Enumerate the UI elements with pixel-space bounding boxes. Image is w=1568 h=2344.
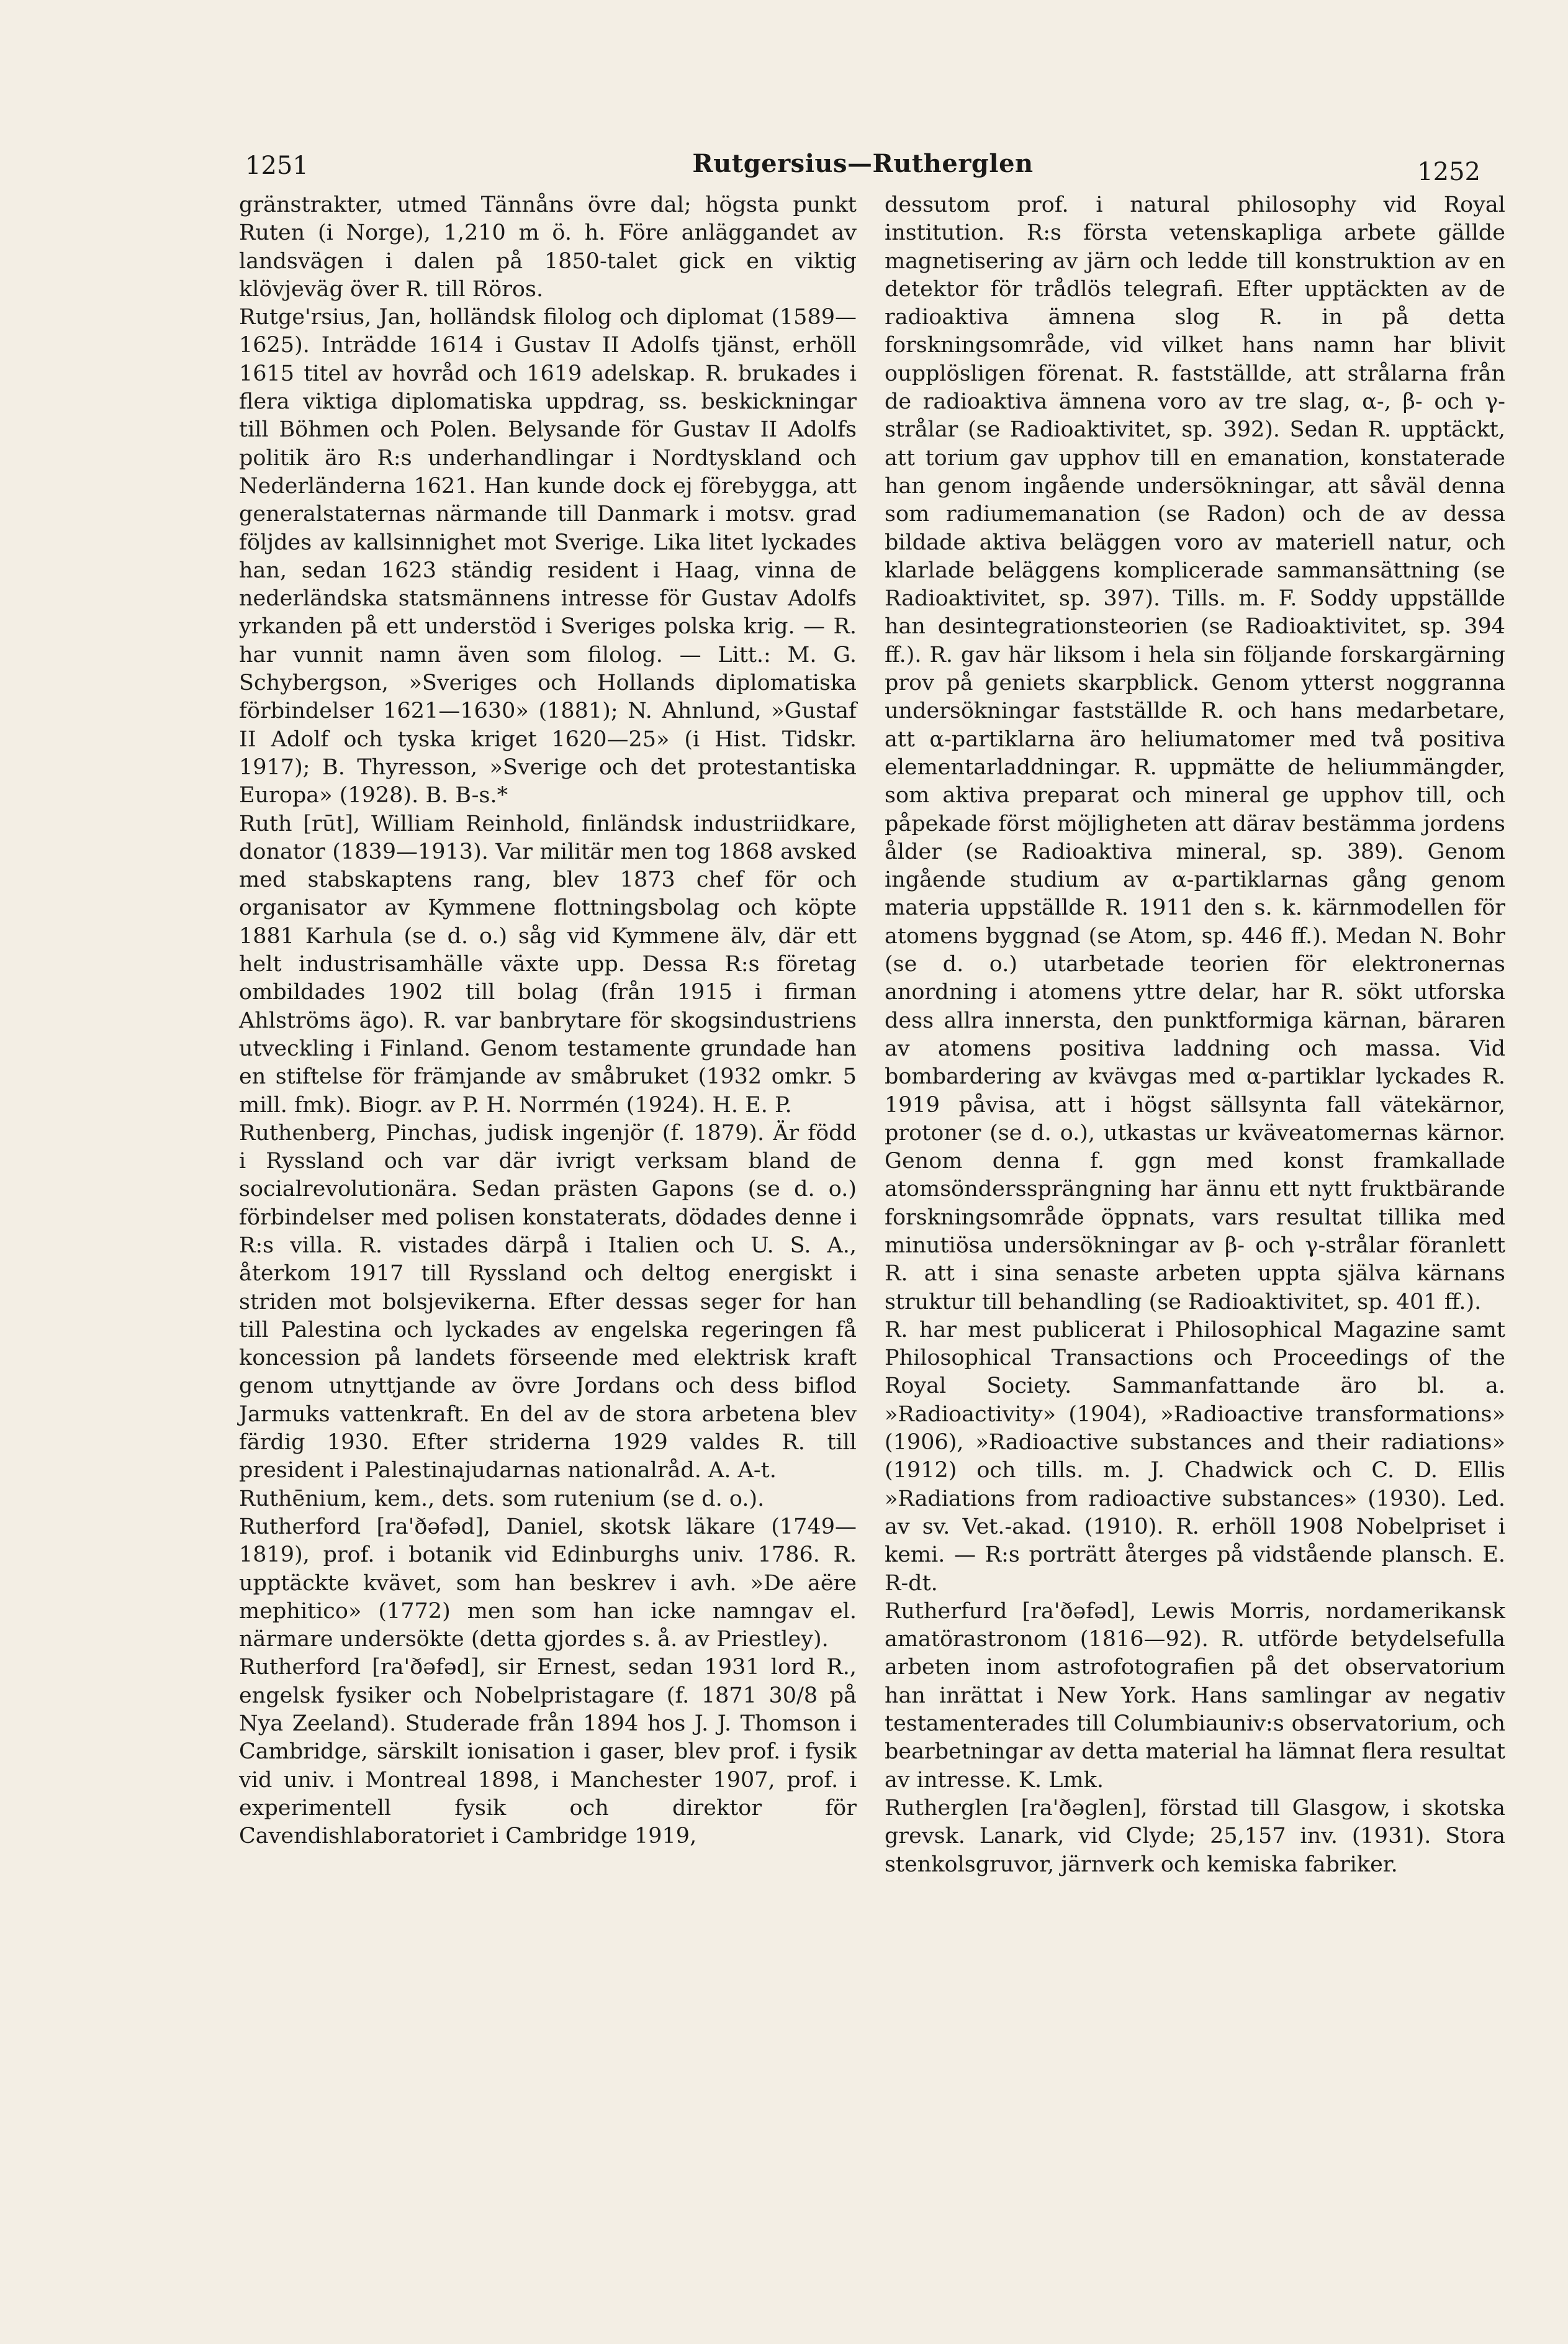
left-page-number: 1251 (245, 152, 309, 180)
entry-ruthenberg: Ruthenberg, Pinchas, judisk ingenjör (f. 1879). Är född i Ryssland och var där ivrigt verksam bland de socialrevolutionära. Sedan prästen Gapons (se d. o.) förbindelser med polisen konstaterats, dödades denne i R:s villa. R. vistades därpå i Italien och U. S. A., återkom 1917 till Ryssland och deltog energiskt i striden mot bolsjevikerna. Efter dessas seger for han till Palestina och lyckades av engelska regeringen få koncession på landets förseende med elektrisk kraft genom utnyttjande av övre Jordans och dess biflod Jarmuks vattenkraft. En del av de stora arbetena blev färdig 1930. Efter striderna 1929 valdes R. till president i Palestinajudarnas nationalråd. A. A-t. (239, 1120, 857, 1483)
entry-granstrakter: gränstrakter, utmed Tännåns övre dal; högsta punkt Ruten (i Norge), 1,210 m ö. h. Före anläggandet av landsvägen i dalen på 1850-talet gick en viktig klövjeväg över R. till Röros. (239, 192, 857, 302)
entry-rutgersius: Rutge'rsius, Jan, holländsk filolog och diplomat (1589—1625). Inträdde 1614 i Gustav II Adolfs tjänst, erhöll 1615 titel av hovråd och 1619 adelskap. R. brukades i flera viktiga diplomatiska uppdrag, ss. beskickningar till Böhmen och Polen. Belysande för Gustav II Adolfs politik äro R:s underhandlingar i Nordtyskland och Nederländerna 1621. Han kunde dock ej förebygga, att generalstaternas närmande till Danmark i motsv. grad följdes av kallsinnighet mot Sverige. Lika litet lyckades han, sedan 1623 ständig resident i Haag, vinna de nederländska statsmännens intresse för Gustav Adolfs yrkanden på ett understöd i Sveriges polska krig. — R. har vunnit namn även som filolog. — Litt.: M. G. Schybergson, »Sveriges och Hollands diplomatiska förbindelser 1621—1630» (1881); N. Ahnlund, »Gustaf II Adolf och tyska kriget 1620—25» (i Hist. Tidskr. 1917); B. Thyresson, »Sverige och det protestantiska Europa» (1928). B. B-s.* (239, 305, 857, 808)
page-header (245, 149, 1480, 186)
page-title: Rutgersius—Rutherglen (692, 149, 1034, 178)
entry-rutherfurd: Rutherfurd [ra'ðəfəd], Lewis Morris, nordamerikansk amatörastronom (1816—92). R. utförde betydelsefulla arbeten inom astrofotografien på det observatorium han inrättat i New York. Hans samlingar av negativ testamenterades till Columbiauniv:s observatorium, och bearbetningar av detta material ha lämnat flera resultat av intresse. K. Lmk. (885, 1598, 1505, 1793)
entry-rutherglen: Rutherglen [ra'ðəglen], förstad till Glasgow, i skotska grevsk. Lanark, vid Clyde; 25,157 inv. (1931). Stora stenkolsgruvor, järnverk och kemiska fabriker. (885, 1795, 1505, 1877)
entry-rutherford-publications: R. har mest publicerat i Philosophical Magazine samt Philosophical Transactions och Proceedings of the Royal Society. Sammanfattande äro bl. a. »Radioactivity» (1904), »Radioactive transformations» (1906), »Radioactive substances and their radiations» (1912) och tills. m. J. Chadwick och C. D. Ellis »Radiations from radioactive substances» (1930). Led. av sv. Vet.-akad. (1910). R. erhöll 1908 Nobelpriset i kemi. — R:s porträtt återges på vidstående plansch. E. R-dt. (885, 1317, 1505, 1596)
entry-ruthenium: Ruthēnium, kem., dets. som rutenium (se d. o.). (239, 1486, 765, 1511)
entry-rutherford-ernest: Rutherford [ra'ðəfəd], sir Ernest, sedan 1931 lord R., engelsk fysiker och Nobelpristagare (f. 1871 30/8 på Nya Zeeland). Studerade från 1894 hos J. J. Thomson i Cambridge, särskilt ionisation i gaser, blev prof. i fysik vid univ. i Montreal 1898, i Manchester 1907, prof. i experimentell fysik och direktor för Cavendishlaboratoriet i Cambridge 1919, (239, 1655, 857, 1849)
right-column (885, 191, 1505, 1879)
right-page-number: 1252 (1417, 158, 1480, 186)
left-column (239, 191, 857, 1851)
entry-rutherford-ernest-cont: dessutom prof. i natural philosophy vid Royal institution. R:s första vetenskapliga arbete gällde magnetisering av järn och ledde till konstruktion av en detektor för trådlös telegrafi. Efter upptäckten av de radioaktiva ämnena slog R. in på detta forskningsområde, vid vilket hans namn har blivit oupplösligen förenat. R. fastställde, att strålarna från de radioaktiva ämnena voro av tre slag, α-, β- och γ-strålar (se Radioaktivitet, sp. 392). Sedan R. upptäckt, att torium gav upphov till en emanation, konstaterade han genom ingående undersökningar, att såväl denna som radiumemanation (se Radon) och de av dessa bildade aktiva beläggen voro av materiell natur, och klarlade beläggens komplicerade sammansättning (se Radioaktivitet, sp. 397). Tills. m. F. Soddy uppställde han desintegrationsteorien (se Radioaktivitet, sp. 394 ff.). R. gav här liksom i hela sin följande forskargärning prov på geniets skarpblick. Genom ytterst noggranna undersökningar fastställde R. och hans medarbetare, att α-partiklarna äro heliumatomer med två positiva elementarladdningar. R. uppmätte de heliummängder, som aktiva preparat och mineral ge upphov till, och påpekade först möjligheten att därav bestämma jordens ålder (se Radioaktiva mineral, sp. 389). Genom ingående studium av α-partiklarnas gång genom materia uppställde R. 1911 den s. k. kärnmodellen för atomens byggnad (se Atom, sp. 446 ff.). Medan N. Bohr (se d. o.) utarbetade teorien för elektronernas anordning i atomens yttre delar, har R. sökt utforska dess allra innersta, den punktformiga kärnan, bäraren av atomens positiva laddning och massa. Vid bombardering av kvävgas med α-partiklar lyckades R. 1919 påvisa, att i högst sällsynta fall vätekärnor, protoner (se d. o.), utkastas ur kväveatomernas kärnor. Genom denna f. ggn med konst framkallade atomsönderssprängning har ännu ett nytt fruktbärande forskningsområde öppnats, vars resultat tillika med minutiösa undersökningar av β- och γ-strålar föranlett R. att i sina senaste arbeten uppta själva kärnans struktur till behandling (se Radioaktivitet, sp. 401 ff.). (885, 192, 1505, 1315)
entry-ruth: Ruth [rūt], William Reinhold, finländsk industriidkare, donator (1839—1913). Var militär men tog 1868 avsked med stabskaptens rang, blev 1873 chef för och organisator av Kymmene flottningsbolag och köpte 1881 Karhula (se d. o.) såg vid Kymmene älv, där ett helt industrisamhälle växte upp. Dessa R:s företag ombildades 1902 till bolag (från 1915 i firman Ahlströms ägo). R. var banbrytare för skogsindustriens utveckling i Finland. Genom testamente grundade han en stiftelse för främjande av småbruket (1932 omkr. 5 mill. fmk). Biogr. av P. H. Norrmén (1924). H. E. P. (239, 811, 857, 1118)
entry-rutherford-daniel: Rutherford [ra'ðəfəd], Daniel, skotsk läkare (1749—1819), prof. i botanik vid Edinburghs univ. 1786. R. upptäckte kvävet, som han beskrev i avh. »De aëre mephitico» (1772) men som han icke namngav el. närmare undersökte (detta gjordes s. å. av Priestley). (239, 1514, 857, 1652)
